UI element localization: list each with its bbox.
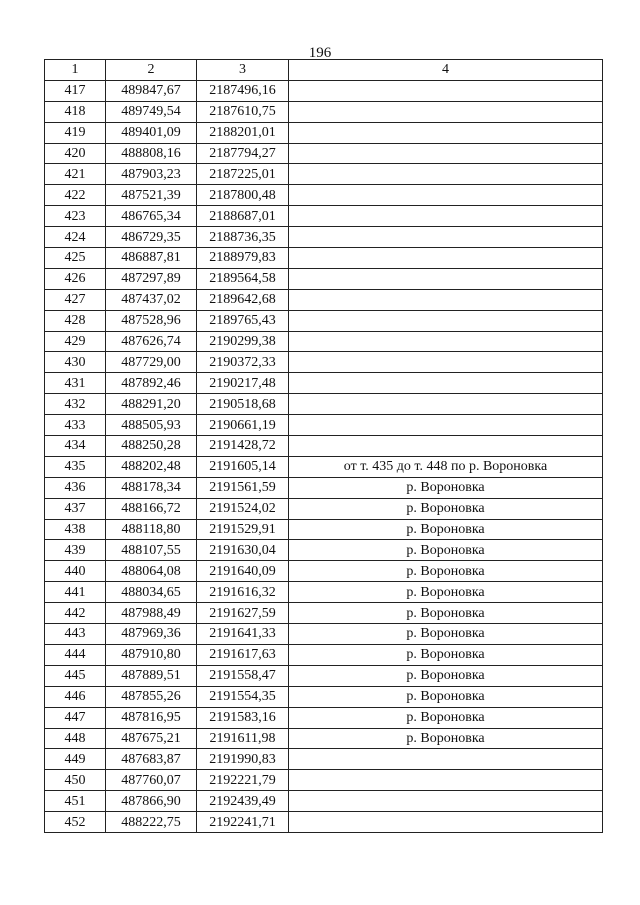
point-number-cell: 441	[45, 582, 106, 603]
table-row	[45, 624, 603, 645]
x-coordinate-cell: 488118,80	[106, 519, 197, 540]
y-coordinate-cell: 2191627,59	[197, 603, 289, 624]
table-row	[45, 749, 603, 770]
point-number-cell: 435	[45, 456, 106, 477]
description-cell: р. Вороновка	[289, 686, 603, 707]
table-row	[45, 812, 603, 833]
x-coordinate-cell: 488505,93	[106, 415, 197, 436]
y-coordinate-cell: 2187225,01	[197, 164, 289, 185]
y-coordinate-cell: 2187800,48	[197, 185, 289, 206]
y-coordinate-cell: 2188687,01	[197, 206, 289, 227]
point-number-cell: 420	[45, 143, 106, 164]
x-coordinate-cell: 487437,02	[106, 289, 197, 310]
y-coordinate-cell: 2189564,58	[197, 268, 289, 289]
description-cell: р. Вороновка	[289, 644, 603, 665]
point-number-cell: 451	[45, 791, 106, 812]
y-coordinate-cell: 2191990,83	[197, 749, 289, 770]
y-coordinate-cell: 2191616,32	[197, 582, 289, 603]
x-coordinate-cell: 487297,89	[106, 268, 197, 289]
table-row	[45, 540, 603, 561]
y-coordinate-cell: 2192221,79	[197, 770, 289, 791]
y-coordinate-cell: 2191605,14	[197, 456, 289, 477]
table-row	[45, 310, 603, 331]
point-number-cell: 430	[45, 352, 106, 373]
table-row	[45, 80, 603, 101]
y-coordinate-cell: 2190518,68	[197, 394, 289, 415]
y-coordinate-cell: 2192439,49	[197, 791, 289, 812]
table-row	[45, 164, 603, 185]
y-coordinate-cell: 2187496,16	[197, 80, 289, 101]
x-coordinate-cell: 488166,72	[106, 498, 197, 519]
point-number-cell: 444	[45, 644, 106, 665]
point-number-cell: 439	[45, 540, 106, 561]
table-body	[45, 80, 603, 832]
x-coordinate-cell: 487988,49	[106, 603, 197, 624]
y-coordinate-cell: 2191554,35	[197, 686, 289, 707]
table-row	[45, 185, 603, 206]
x-coordinate-cell: 488107,55	[106, 540, 197, 561]
x-coordinate-cell: 488178,34	[106, 477, 197, 498]
x-coordinate-cell: 489847,67	[106, 80, 197, 101]
y-coordinate-cell: 2191630,04	[197, 540, 289, 561]
description-cell	[289, 812, 603, 833]
x-coordinate-cell: 487760,07	[106, 770, 197, 791]
x-coordinate-cell: 486887,81	[106, 248, 197, 269]
description-cell: р. Вороновка	[289, 540, 603, 561]
table-row	[45, 477, 603, 498]
point-number-cell: 442	[45, 603, 106, 624]
point-number-cell: 428	[45, 310, 106, 331]
table-row	[45, 206, 603, 227]
description-cell	[289, 436, 603, 457]
point-number-cell: 421	[45, 164, 106, 185]
x-coordinate-cell: 488808,16	[106, 143, 197, 164]
y-coordinate-cell: 2191640,09	[197, 561, 289, 582]
y-coordinate-cell: 2191524,02	[197, 498, 289, 519]
description-cell	[289, 352, 603, 373]
point-number-cell: 429	[45, 331, 106, 352]
y-coordinate-cell: 2190372,33	[197, 352, 289, 373]
x-coordinate-cell: 487521,39	[106, 185, 197, 206]
point-number-cell: 427	[45, 289, 106, 310]
description-cell	[289, 227, 603, 248]
x-coordinate-cell: 487528,96	[106, 310, 197, 331]
point-number-cell: 449	[45, 749, 106, 770]
description-cell	[289, 770, 603, 791]
description-cell: р. Вороновка	[289, 728, 603, 749]
description-cell	[289, 394, 603, 415]
point-number-cell: 432	[45, 394, 106, 415]
description-cell	[289, 310, 603, 331]
table-row	[45, 143, 603, 164]
y-coordinate-cell: 2191558,47	[197, 665, 289, 686]
x-coordinate-cell: 487969,36	[106, 624, 197, 645]
description-cell	[289, 248, 603, 269]
table-row	[45, 101, 603, 122]
description-cell	[289, 791, 603, 812]
table-row	[45, 289, 603, 310]
table-row	[45, 519, 603, 540]
description-cell: р. Вороновка	[289, 477, 603, 498]
table-row	[45, 707, 603, 728]
table-row	[45, 770, 603, 791]
table-row	[45, 331, 603, 352]
description-cell: р. Вороновка	[289, 498, 603, 519]
table-row	[45, 582, 603, 603]
x-coordinate-cell: 489401,09	[106, 122, 197, 143]
x-coordinate-cell: 487683,87	[106, 749, 197, 770]
description-cell	[289, 143, 603, 164]
x-coordinate-cell: 488034,65	[106, 582, 197, 603]
table-row	[45, 394, 603, 415]
point-number-cell: 418	[45, 101, 106, 122]
y-coordinate-cell: 2191641,33	[197, 624, 289, 645]
description-cell	[289, 164, 603, 185]
y-coordinate-cell: 2190661,19	[197, 415, 289, 436]
table-row	[45, 122, 603, 143]
table-row	[45, 227, 603, 248]
point-number-cell: 443	[45, 624, 106, 645]
table-row	[45, 644, 603, 665]
y-coordinate-cell: 2190217,48	[197, 373, 289, 394]
point-number-cell: 422	[45, 185, 106, 206]
y-coordinate-cell: 2188736,35	[197, 227, 289, 248]
table-row	[45, 603, 603, 624]
y-coordinate-cell: 2191529,91	[197, 519, 289, 540]
description-cell: р. Вороновка	[289, 665, 603, 686]
point-number-cell: 448	[45, 728, 106, 749]
description-cell	[289, 268, 603, 289]
table-row	[45, 373, 603, 394]
y-coordinate-cell: 2189765,43	[197, 310, 289, 331]
table-row	[45, 248, 603, 269]
table-row	[45, 791, 603, 812]
description-cell	[289, 331, 603, 352]
header-cell-y: 3	[197, 60, 289, 81]
table-row	[45, 436, 603, 457]
x-coordinate-cell: 488222,75	[106, 812, 197, 833]
y-coordinate-cell: 2191583,16	[197, 707, 289, 728]
x-coordinate-cell: 487855,26	[106, 686, 197, 707]
point-number-cell: 436	[45, 477, 106, 498]
x-coordinate-cell: 487903,23	[106, 164, 197, 185]
y-coordinate-cell: 2191611,98	[197, 728, 289, 749]
x-coordinate-cell: 487889,51	[106, 665, 197, 686]
header-cell-description: 4	[289, 60, 603, 81]
y-coordinate-cell: 2188201,01	[197, 122, 289, 143]
description-cell: р. Вороновка	[289, 582, 603, 603]
table-row	[45, 561, 603, 582]
point-number-cell: 431	[45, 373, 106, 394]
description-cell	[289, 373, 603, 394]
y-coordinate-cell: 2187610,75	[197, 101, 289, 122]
y-coordinate-cell: 2191561,59	[197, 477, 289, 498]
point-number-cell: 437	[45, 498, 106, 519]
description-cell	[289, 80, 603, 101]
description-cell	[289, 415, 603, 436]
table-header-row	[45, 60, 603, 81]
x-coordinate-cell: 488291,20	[106, 394, 197, 415]
table-row	[45, 352, 603, 373]
coordinates-table	[44, 59, 603, 833]
description-cell	[289, 206, 603, 227]
x-coordinate-cell: 487816,95	[106, 707, 197, 728]
y-coordinate-cell: 2188979,83	[197, 248, 289, 269]
description-cell	[289, 289, 603, 310]
x-coordinate-cell: 486729,35	[106, 227, 197, 248]
description-cell: р. Вороновка	[289, 707, 603, 728]
table-row	[45, 456, 603, 477]
x-coordinate-cell: 488064,08	[106, 561, 197, 582]
point-number-cell: 433	[45, 415, 106, 436]
x-coordinate-cell: 487675,21	[106, 728, 197, 749]
table-row	[45, 415, 603, 436]
description-cell: р. Вороновка	[289, 603, 603, 624]
x-coordinate-cell: 487892,46	[106, 373, 197, 394]
description-cell: р. Вороновка	[289, 624, 603, 645]
header-cell-point: 1	[45, 60, 106, 81]
point-number-cell: 425	[45, 248, 106, 269]
description-cell	[289, 101, 603, 122]
point-number-cell: 419	[45, 122, 106, 143]
point-number-cell: 424	[45, 227, 106, 248]
point-number-cell: 434	[45, 436, 106, 457]
y-coordinate-cell: 2192241,71	[197, 812, 289, 833]
y-coordinate-cell: 2190299,38	[197, 331, 289, 352]
x-coordinate-cell: 487729,00	[106, 352, 197, 373]
point-number-cell: 423	[45, 206, 106, 227]
table-row	[45, 686, 603, 707]
x-coordinate-cell: 488250,28	[106, 436, 197, 457]
x-coordinate-cell: 488202,48	[106, 456, 197, 477]
table-row	[45, 498, 603, 519]
header-cell-x: 2	[106, 60, 197, 81]
x-coordinate-cell: 489749,54	[106, 101, 197, 122]
table-row	[45, 268, 603, 289]
description-cell: р. Вороновка	[289, 519, 603, 540]
table-row	[45, 728, 603, 749]
x-coordinate-cell: 486765,34	[106, 206, 197, 227]
x-coordinate-cell: 487910,80	[106, 644, 197, 665]
y-coordinate-cell: 2191428,72	[197, 436, 289, 457]
description-cell	[289, 749, 603, 770]
description-cell: р. Вороновка	[289, 561, 603, 582]
y-coordinate-cell: 2189642,68	[197, 289, 289, 310]
x-coordinate-cell: 487866,90	[106, 791, 197, 812]
point-number-cell: 438	[45, 519, 106, 540]
point-number-cell: 447	[45, 707, 106, 728]
point-number-cell: 426	[45, 268, 106, 289]
point-number-cell: 417	[45, 80, 106, 101]
x-coordinate-cell: 487626,74	[106, 331, 197, 352]
point-number-cell: 440	[45, 561, 106, 582]
point-number-cell: 450	[45, 770, 106, 791]
page-number: 196	[308, 45, 332, 61]
point-number-cell: 452	[45, 812, 106, 833]
point-number-cell: 445	[45, 665, 106, 686]
y-coordinate-cell: 2191617,63	[197, 644, 289, 665]
description-cell	[289, 185, 603, 206]
point-number-cell: 446	[45, 686, 106, 707]
table-row	[45, 665, 603, 686]
y-coordinate-cell: 2187794,27	[197, 143, 289, 164]
description-cell	[289, 122, 603, 143]
description-cell: от т. 435 до т. 448 по р. Вороновка	[289, 456, 603, 477]
